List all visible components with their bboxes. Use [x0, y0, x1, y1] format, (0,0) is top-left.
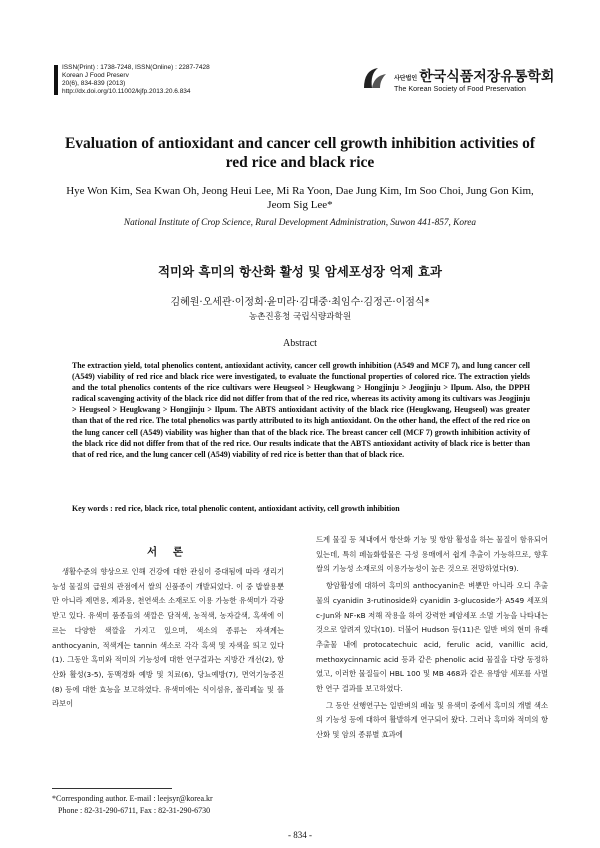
korean-institution: 농촌진흥청 국립식량과학원	[248, 312, 352, 322]
paragraph: 생활수준의 향상으로 인해 건강에 대한 관심이 증대됨에 따라 생리기능성 물질의 급원의 관점에서 쌀의 신품종이 개발되었다. 이 중 밥쌀용뿐 만 아니라 제면용, 제과용, 천연색소 소재로도 이용 가능한 유색미가 각광받고 있다. 유색미 품종들의 색깔은 담적색, 농적색, 농자갈색, 흑색에 이르는 다양한 색깔을 가지고 있으며, 색소의 종류는 자색계는 anthocyanin, 적색계는 tannin 색소로 각각 흑색 및 자색을 띄고 있다(1). 그동안 흑미와 적미의 기능성에 대한 연구결과는 지방간 개선(2), 항산화 활성(3-5), 동맥경화 예방 및 치료(6), 당뇨예방(7), 면역기능증진(8) 등에 대한 효능을 보고하였다. 유색미에는 식이섬유, 폴리페놀 및 플라보이	[52, 567, 284, 709]
society-name-kr: 사단법인 한국식품저장유통학회	[394, 69, 555, 85]
paragraph: 드계 물질 등 체내에서 항산화 기능 및 항암 활성을 하는 물질이 함유되어 있는데, 특히 페놀화합물은 극성 용매에서 쉽게 추출이 가능하므로, 향후 쌀의 기능성 소재로의 이용가능성이 높은 것으로 전망하였다(9).	[316, 535, 548, 574]
korean-title: 적미와 흑미의 항산화 활성 및 암세포성장 억제 효과	[157, 264, 443, 279]
page-number: - 834 -	[288, 830, 312, 840]
issn-line: ISSN(Print) : 1738-7248, ISSN(Online) : 2287-7428	[62, 64, 210, 71]
journal-name: Korean J Food Preserv	[62, 72, 129, 79]
footnote-divider	[52, 788, 172, 789]
volume-line: 20(6), 834-839 (2013)	[62, 80, 126, 87]
society-header	[360, 64, 560, 96]
paragraph: 그 동안 선행연구는 일반벼의 페놀 및 유색미 중에서 흑미의 개별 색소의 기능성 등에 대하여 활발하게 연구되어 왔다. 그러나 흑미와 적미의 항산화 및 암의 종류별 효과에	[316, 700, 548, 740]
meta-bar	[54, 65, 58, 95]
society-logo-icon	[360, 64, 388, 92]
journal-meta	[62, 64, 210, 96]
corresponding-email: *Corresponding author. E-mail : leejsyr@korea.kr	[52, 794, 213, 803]
paper-title: Evaluation of antioxidant and cancer cell growth inhibition activities of red rice and black rice	[64, 135, 536, 171]
corresponding-phone: Phone : 82-31-290-6711, Fax : 82-31-290-6730	[58, 806, 211, 815]
body-column-right	[316, 533, 548, 816]
section-heading: 서 론	[147, 546, 189, 558]
abstract-heading: Abstract	[283, 338, 317, 349]
society-name-en: The Korean Society of Food Preservation	[394, 84, 526, 93]
institution: National Institute of Crop Science, Rural Development Administration, Suwon 441-857, Korea	[123, 218, 477, 228]
footnote	[52, 793, 292, 817]
body-column-left	[52, 565, 284, 781]
paragraph: 항암활성에 대하여 흑미의 anthocyanin은 벼뿐만 아니라 오디 추출물의 cyanidin 3-rutinoside와 cyanidin 3-glucoside가 A549 세포의 c-Jun와 NF-κB 저해 작용을 하여 강력한 폐암세포 소멸 기능을 나타내는 것으로 알려져 있다(10). 더불어 Hudson 등(11)은 일반 벼의 현미 유래 추출물 내에 protocatechuic acid, ferulic acid, vanillic acid, methoxycinnamic acid 등과 같은 phenolic acid 물질을 다량 동정하였고, 이러한 물질들이 HBL 100 및 MB 468과 같은 유방암 세포를 사멸한 연구 결과를 보고하였다.	[316, 581, 548, 694]
abstract-body: The extraction yield, total phenolics content, antioxidant activity, cancer cell growth inhibition (A549 and MCF 7), and lung cancer cell (A549) viability of red rice and black rice were investigated, to evaluate the functional properties of colored rice. The extraction yields and the total phenolics contents of the rice cultivars were Heugseol > Heugkwang > Hongjinju > Jeogjinju > Ilpum. Also, the DPPH radical scavenging activity of the black rice did not differ from that of the red rice, whereas its activity among its cultivars was Jeogjinju > Heugseol > Heugkwang > Hongjinju > Ilpum. The ABTS antioxidant activity of the black rice (Heugkwang, Heugseol) was greater than that of the red rice. The total phenolics was partly attributed to its high antioxidant. On the other hand, the effect of the red rice on the lung cancer cell (A549) viability was higher than that of the black rice. The breast cancer cell (MCF 7) growth inhibition activity of the black rice did not differ from that of the red rice. Our results indicate that the ABTS antioxidant activity of black rice is better than that of red rice, and the lung cancer cell (A549) viability of red rice is better than that of black rice.	[72, 361, 530, 459]
keywords: Key words : red rice, black rice, total phenolic content, antioxidant activity, cell growth inhibition	[72, 504, 400, 513]
doi-link[interactable]: http://dx.doi.org/10.11002/kjfp.2013.20.6.834	[62, 88, 191, 95]
society-prefix: 사단법인	[394, 74, 418, 82]
author-list: Hye Won Kim, Sea Kwan Oh, Jeong Heui Lee, Mi Ra Yoon, Dae Jung Kim, Im Soo Choi, Jung Gon Kim, Jeom Sig Lee*	[66, 185, 534, 211]
korean-author-list: 김혜원·오세관·이정희·윤미라·김대중·최임수·김정곤·이점식*	[170, 297, 430, 308]
